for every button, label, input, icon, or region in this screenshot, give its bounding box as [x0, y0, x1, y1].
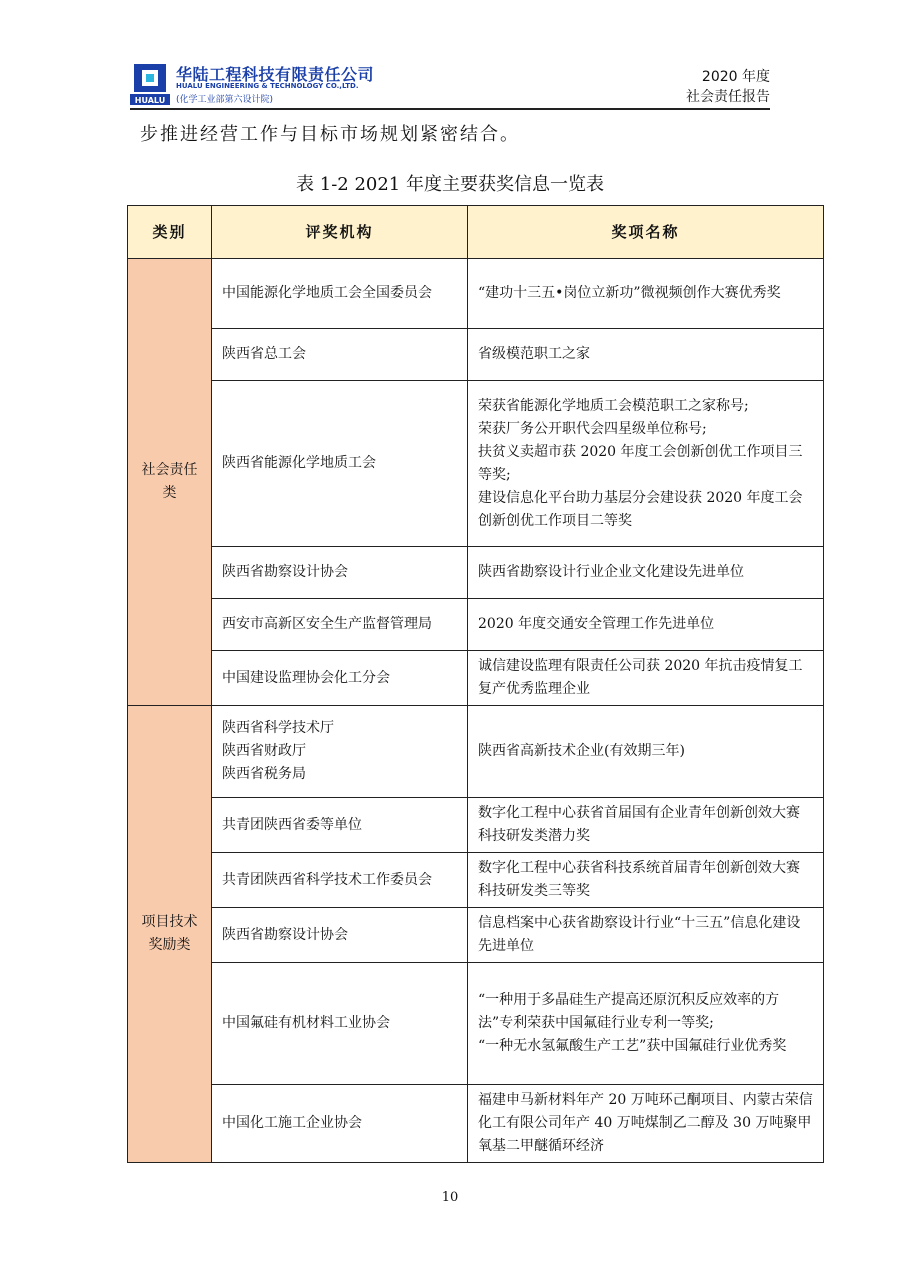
category-label: 项目技术奖励类	[141, 914, 198, 953]
award-cell: 福建申马新材料年产 20 万吨环己酮项目、内蒙古荣信化工有限公司年产 40 万吨煤制乙二醇及 30 万吨聚甲氧基二甲醚循环经济	[468, 1085, 824, 1163]
company-name-en: HUALU ENGINEERING & TECHNOLOGY CO.,LTD.	[176, 82, 359, 90]
company-name-cn: 华陆工程科技有限责任公司	[176, 65, 375, 84]
award-cell: 省级模范职工之家	[468, 329, 824, 381]
logo-text: HUALU	[134, 96, 166, 105]
award-cell: 陕西省高新技术企业(有效期三年)	[468, 706, 824, 798]
table-row	[128, 798, 824, 853]
table-header-row	[128, 206, 824, 259]
header-award: 奖项名称	[468, 206, 824, 259]
header-divider	[130, 108, 770, 110]
table-caption: 表 1-2 2021 年度主要获奖信息一览表	[296, 174, 604, 195]
table-row	[128, 651, 824, 706]
report-year: 2020 年度	[701, 69, 770, 85]
award-cell: 数字化工程中心获省科技系统首届青年创新创效大赛科技研发类三等奖	[468, 853, 824, 908]
report-title: 社会责任报告	[686, 89, 770, 105]
table-row	[128, 381, 824, 547]
category-social	[128, 259, 212, 706]
award-cell: 陕西省勘察设计行业企业文化建设先进单位	[468, 547, 824, 599]
award-cell: 数字化工程中心获省首届国有企业青年创新创效大赛科技研发类潜力奖	[468, 798, 824, 853]
page-header	[130, 60, 770, 110]
award-cell: “一种用于多晶硅生产提高还原沉积反应效率的方法”专利荣获中国氟硅行业专利一等奖; “一种无水氢氟酸生产工艺”获中国氟硅行业优秀奖	[468, 963, 824, 1085]
table-row	[128, 706, 824, 798]
org-cell: 中国能源化学地质工会全国委员会	[212, 259, 468, 329]
table-row	[128, 908, 824, 963]
org-cell: 陕西省科学技术厅 陕西省财政厅 陕西省税务局	[212, 706, 468, 798]
intro-text: 步推进经营工作与目标市场规划紧密结合。	[140, 124, 520, 145]
table-row	[128, 547, 824, 599]
award-cell: “建功十三五•岗位立新功”微视频创作大赛优秀奖	[468, 259, 824, 329]
table-row	[128, 853, 824, 908]
org-cell: 中国建设监理协会化工分会	[212, 651, 468, 706]
org-cell: 陕西省总工会	[212, 329, 468, 381]
company-subtitle: (化学工业部第六设计院)	[176, 95, 274, 105]
org-cell: 西安市高新区安全生产监督管理局	[212, 599, 468, 651]
category-project	[128, 706, 212, 1163]
company-logo-icon	[130, 62, 170, 106]
org-cell: 中国氟硅有机材料工业协会	[212, 963, 468, 1085]
org-cell: 共青团陕西省科学技术工作委员会	[212, 853, 468, 908]
table-row	[128, 1085, 824, 1163]
category-label: 社会责任类	[141, 462, 198, 501]
org-cell: 共青团陕西省委等单位	[212, 798, 468, 853]
award-cell: 荣获省能源化学地质工会模范职工之家称号; 荣获厂务公开职代会四星级单位称号; 扶贫义卖超市获 2020 年度工会创新创优工作项目三等奖; 建设信息化平台助力基层分会建设获 2020 年度工会创新创优工作项目二等奖	[468, 381, 824, 547]
page-number: 10	[441, 1190, 459, 1205]
org-cell: 陕西省勘察设计协会	[212, 547, 468, 599]
awards-table	[127, 205, 824, 1163]
header-category: 类别	[128, 206, 212, 259]
table-row	[128, 259, 824, 329]
table-row	[128, 599, 824, 651]
table-row	[128, 329, 824, 381]
header-organization: 评奖机构	[212, 206, 468, 259]
org-cell: 陕西省勘察设计协会	[212, 908, 468, 963]
org-cell: 陕西省能源化学地质工会	[212, 381, 468, 547]
org-cell: 中国化工施工企业协会	[212, 1085, 468, 1163]
award-cell: 2020 年度交通安全管理工作先进单位	[468, 599, 824, 651]
award-cell: 信息档案中心获省勘察设计行业“十三五”信息化建设先进单位	[468, 908, 824, 963]
award-cell: 诚信建设监理有限责任公司获 2020 年抗击疫情复工复产优秀监理企业	[468, 651, 824, 706]
table-row	[128, 963, 824, 1085]
